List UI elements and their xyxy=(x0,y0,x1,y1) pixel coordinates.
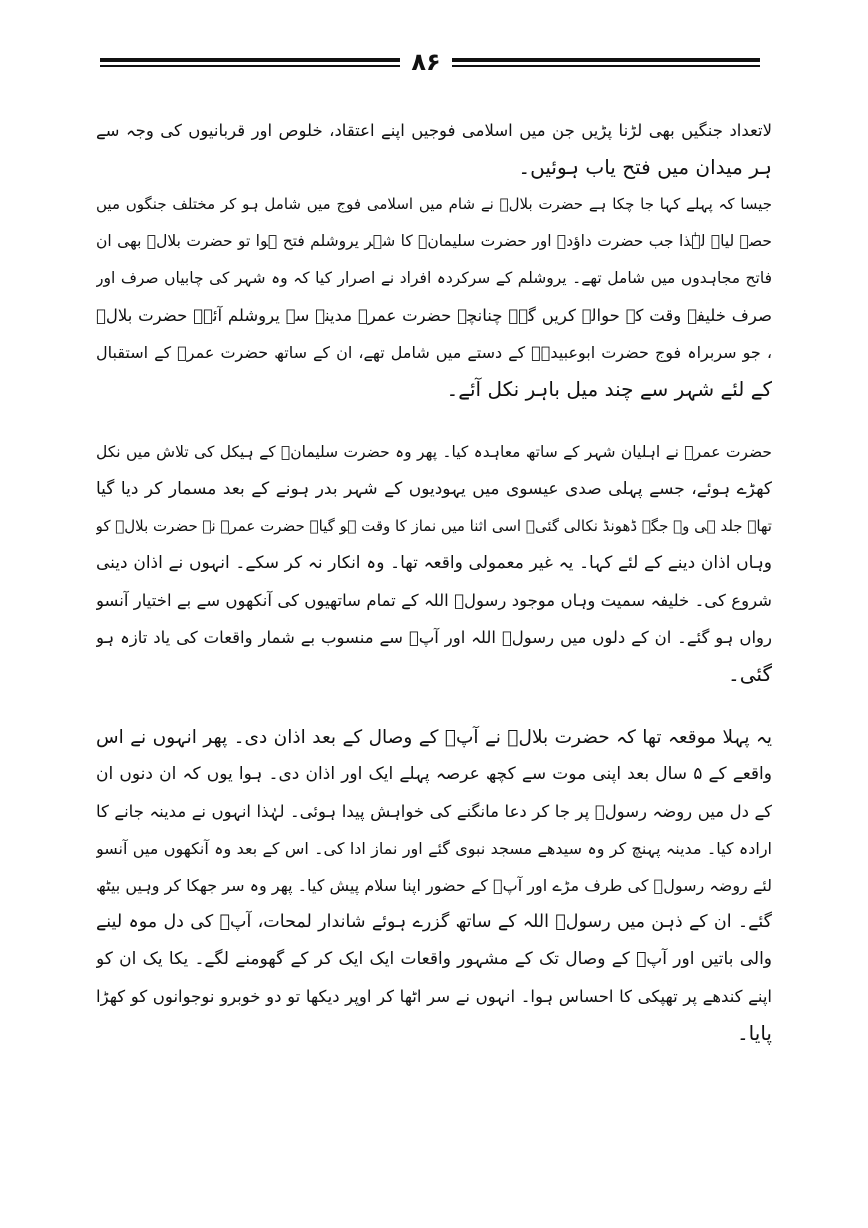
text-line: ، جو سربراہ فوج حضرت ابوعبیدہؓ کے دستے میں شامل تھے، ان کے ساتھ حضرت عمرؓ کے استقبال xyxy=(96,343,772,362)
header-rule-right-thin xyxy=(452,65,760,67)
paragraph-gap xyxy=(96,408,772,434)
text-line: اپنے کندھے پر تھپکی کا احساس ہوا۔ انہوں نے سر اٹھا کر اوپر دیکھا تو دو خوبرو نوجوانوں کو کھڑا xyxy=(96,987,772,1006)
header-rule-left-thin xyxy=(100,65,400,67)
text-line: گئے۔ ان کے ذہن میں رسولؐ اللہ کے ساتھ گزرے ہوئے شاندار لمحات، آپؐ کی دل موہ لینے xyxy=(96,912,772,932)
page-header xyxy=(100,44,760,84)
text-line: تھا۔ جلد ہی وہ جگہ ڈھونڈ نکالی گئی۔ اسی اثنا میں نماز کا وقت ہو گیا۔ حضرت عمرؓ نے حضرت بلالؓ کو xyxy=(96,517,772,535)
header-rule-left xyxy=(100,58,400,68)
text-line: یہ پہلا موقعہ تھا کہ حضرت بلالؓ نے آپؐ کے وصال کے بعد اذان دی۔ پھر انہوں نے اس xyxy=(96,727,772,748)
header-rule-right-thick xyxy=(452,58,760,62)
text-line: رواں ہو گئے۔ ان کے دلوں میں رسولؐ اللہ اور آپؐ سے منسوب بے شمار واقعات کی یاد تازہ ہو xyxy=(96,628,772,647)
text-line: ارادہ کیا۔ مدینہ پہنچ کر وہ سیدھے مسجد نبوی گئے اور نماز ادا کی۔ اس کے بعد وہ آنکھوں میں آنسو xyxy=(96,839,772,858)
text-line: واقعے کے ۵ سال بعد اپنی موت سے کچھ عرصہ پہلے ایک اور اذان دی۔ ہوا یوں کہ ان دنوں ان xyxy=(96,764,772,784)
text-line: فاتح مجاہدوں میں شامل تھے۔ یروشلم کے سرکردہ افراد نے اصرار کیا کہ وہ شہر کی چابیاں صرف اور xyxy=(96,269,772,287)
page-number: ۸۶ xyxy=(411,48,441,76)
text-line: لئے روضہ رسولؐ کی طرف مڑے اور آپؐ کے حضور اپنا سلام پیش کیا۔ پھر وہ سر جھکا کر وہیں بیٹھ xyxy=(96,876,772,895)
text-line: لاتعداد جنگیں بھی لڑنا پڑیں جن میں اسلامی فوجیں اپنے اعتقاد، خلوص اور قربانیوں کی وجہ سے xyxy=(96,121,772,140)
header-rule-left-thick xyxy=(100,58,400,62)
text-line: گئی۔ xyxy=(728,662,772,686)
text-line: وہاں اذان دینے کے لئے کہا۔ یہ غیر معمولی واقعہ تھا۔ وہ انکار نہ کر سکے۔ انہوں نے اذان دینی xyxy=(96,553,772,573)
text-line: والی باتیں اور آپؐ کے وصال تک کے مشہور واقعات ایک ایک کر کے گھومنے لگے۔ یکا یک ان کو xyxy=(96,949,772,969)
text-line: حضرت عمرؓ نے اہلیان شہر کے ساتھ معاہدہ کیا۔ پھر وہ حضرت سلیمانؑ کے ہیکل کی تلاش میں نکل xyxy=(96,443,772,461)
text-line: حصہ لیا۔ لہٰذا جب حضرت داؤدؑ اور حضرت سلیمانؑ کا شہر یروشلم فتح ہوا تو حضرت بلالؓ بھی ان xyxy=(96,232,772,250)
text-line: کے دل میں روضہ رسولؐ پر جا کر دعا مانگنے کی خواہش پیدا ہوئی۔ لہٰذا انہوں نے مدینہ جانے کا xyxy=(96,802,772,821)
text-line: شروع کی۔ خلیفہ سمیت وہاں موجود رسولؐ اللہ کے تمام ساتھیوں کی آنکھوں سے بے اختیار آنسو xyxy=(96,591,772,610)
paragraph-3 xyxy=(96,719,772,1052)
text-line: ہر میدان میں فتح یاب ہوئیں۔ xyxy=(518,155,772,179)
body-text xyxy=(96,112,772,1052)
text-line: صرف خلیفۂ وقت کے حوالے کریں گے۔ چنانچہ حضرت عمرؓ مدینہ سے یروشلم آئے۔ حضرت بلالؓ xyxy=(96,306,772,325)
text-line: جیسا کہ پہلے کہا جا چکا ہے حضرت بلالؓ نے شام میں اسلامی فوج میں شامل ہو کر مختلف جنگوں میں xyxy=(96,195,772,213)
text-line: پایا۔ xyxy=(736,1021,772,1045)
text-line: کے لئے شہر سے چند میل باہر نکل آئے۔ xyxy=(446,377,772,401)
paragraph-1 xyxy=(96,112,772,408)
paragraph-gap xyxy=(96,693,772,719)
text-line: کھڑے ہوئے، جسے پہلی صدی عیسوی میں یہودیوں کے شہر بدر ہونے کے بعد مسمار کر دیا گیا xyxy=(96,479,772,499)
paragraph-2 xyxy=(96,434,772,693)
header-rule-right xyxy=(452,58,760,68)
